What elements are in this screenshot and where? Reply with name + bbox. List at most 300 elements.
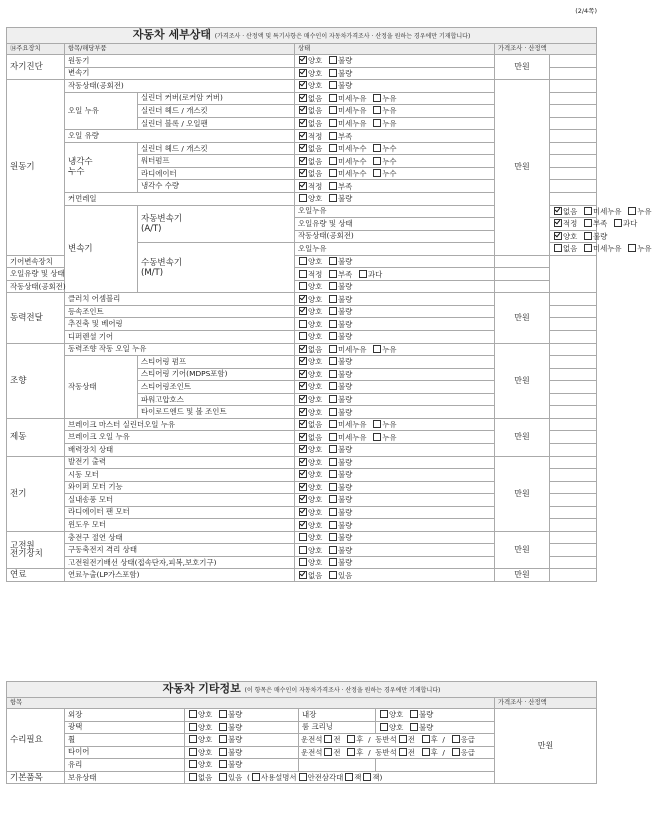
checkbox[interactable] <box>329 119 337 127</box>
checkbox-checked[interactable] <box>299 144 307 152</box>
checkbox[interactable] <box>189 735 197 743</box>
checkbox[interactable] <box>329 571 337 579</box>
checkbox[interactable] <box>329 81 337 89</box>
checkbox[interactable] <box>252 773 260 781</box>
status-cell[interactable]: 양호 불량 <box>295 293 495 306</box>
checkbox-checked[interactable] <box>299 157 307 165</box>
blank-cell <box>550 117 597 130</box>
checkbox-checked[interactable] <box>299 94 307 102</box>
checkbox-checked[interactable] <box>299 420 307 428</box>
price-cell: 만원 <box>495 569 550 582</box>
price-cell: 만원 <box>495 456 550 531</box>
checkbox[interactable] <box>347 735 355 743</box>
item-label: 실내송풍 모터 <box>65 494 295 507</box>
blank-cell <box>550 130 597 143</box>
checkbox[interactable] <box>219 773 227 781</box>
item-label: 변속기 <box>65 67 295 80</box>
checkbox[interactable] <box>345 773 353 781</box>
blank-cell <box>550 406 597 419</box>
status-cell[interactable]: 없음 미세누유 누유 <box>550 205 597 218</box>
status-cell[interactable]: 적정 부족 과다 <box>550 218 597 231</box>
category-g3: 변속기 <box>65 205 138 293</box>
checkbox[interactable] <box>329 546 337 554</box>
item-label: 연료누출(LP가스포함) <box>65 569 295 582</box>
checkbox[interactable] <box>373 345 381 353</box>
checkbox[interactable] <box>329 521 337 529</box>
checkbox[interactable] <box>380 723 388 731</box>
detail-title: 자동차 세부상태 <box>132 27 211 41</box>
checkbox[interactable] <box>329 69 337 77</box>
item-label: 충전구 절연 상태 <box>65 531 295 544</box>
checkbox[interactable] <box>329 508 337 516</box>
other-title-cell <box>7 682 597 698</box>
status-cell[interactable]: 없음 미세누수 누수 <box>295 142 495 155</box>
blank-cell <box>550 481 597 494</box>
item-label: 고전원전기배선 상태(접속단자,피복,보호기구) <box>65 556 295 569</box>
checkbox[interactable] <box>219 735 227 743</box>
status-cell[interactable]: 양호 불량 <box>295 519 495 532</box>
checkbox[interactable] <box>373 433 381 441</box>
status-cell[interactable]: 양호 불량 <box>295 356 495 369</box>
checkbox[interactable] <box>299 558 307 566</box>
status-cell[interactable]: 없음 미세누수 누수 <box>295 155 495 168</box>
blank-cell <box>550 356 597 369</box>
status-cell[interactable]: 양호 불량 <box>295 280 495 293</box>
status-cell[interactable]: 양호 불량 <box>295 255 495 268</box>
status-cell[interactable]: 양호 불량 <box>185 721 299 734</box>
status-cell[interactable]: 양호 불량 <box>295 506 495 519</box>
item-label: 시동 모터 <box>65 469 295 482</box>
checkbox[interactable] <box>584 232 592 240</box>
checkbox[interactable] <box>299 332 307 340</box>
checkbox[interactable] <box>299 257 307 265</box>
blank-cell <box>550 331 597 344</box>
blank-cell <box>550 418 597 431</box>
checkbox[interactable] <box>329 94 337 102</box>
checkbox-checked[interactable] <box>299 521 307 529</box>
checkbox[interactable] <box>329 320 337 328</box>
status-cell[interactable]: 적정 부족 <box>295 180 495 193</box>
status-cell[interactable]: 양호 불량 <box>185 746 299 759</box>
item-label: 원동기 <box>65 55 295 68</box>
status-cell[interactable]: 없음 미세누유 누유 <box>295 92 495 105</box>
item-label: 구동축전지 격리 상태 <box>65 544 295 557</box>
item-label: 동력조향 작동 오일 누유 <box>65 343 295 356</box>
blank-cell <box>550 167 597 180</box>
item-label: 추진축 및 베어링 <box>65 318 295 331</box>
checkbox-checked[interactable] <box>299 508 307 516</box>
item-label: 브레이크 오일 누유 <box>65 431 295 444</box>
status-cell[interactable]: 없음 미세누유 누유 <box>295 105 495 118</box>
checkbox[interactable] <box>347 748 355 756</box>
category-g8: 고전원 전기장치 <box>7 531 65 569</box>
checkbox[interactable] <box>189 748 197 756</box>
blank-cell <box>550 519 597 532</box>
status-cell[interactable]: 없음 미세누유 누유 <box>295 343 495 356</box>
price-cell: 만원 <box>495 531 550 569</box>
item-label: 스티어링조인트 <box>138 381 295 394</box>
checkbox-checked[interactable] <box>554 232 562 240</box>
checkbox-checked[interactable] <box>299 69 307 77</box>
category-g2: 원동기 <box>7 80 65 256</box>
blank-cell <box>550 569 597 582</box>
blank-cell <box>550 293 597 306</box>
status-cell[interactable]: 양호 불량 <box>295 67 495 80</box>
checkbox[interactable] <box>329 470 337 478</box>
checkbox-checked[interactable] <box>299 295 307 303</box>
item-label: 스티어링 기어(MDPS포함) <box>138 368 295 381</box>
checkbox[interactable] <box>329 106 337 114</box>
status-cell[interactable]: 양호 불량 <box>295 368 495 381</box>
checkbox[interactable] <box>422 748 430 756</box>
item-label: 냉각수 누수 <box>65 142 138 192</box>
item-label: 타이로드엔드 및 볼 조인트 <box>138 406 295 419</box>
item-label: 기어변속장치 <box>7 255 65 268</box>
checkbox[interactable] <box>219 748 227 756</box>
status-cell[interactable]: 양호 불량 <box>295 556 495 569</box>
checkbox-checked[interactable] <box>299 345 307 353</box>
checkbox[interactable] <box>399 748 407 756</box>
checkbox[interactable] <box>584 207 592 215</box>
blank-cell <box>550 180 597 193</box>
item-label: 윈도우 모터 <box>65 519 295 532</box>
status-cell[interactable]: 양호 불량 <box>295 80 495 93</box>
table-row <box>7 293 597 306</box>
item-label: 오일 누유 <box>65 92 138 130</box>
blank-cell <box>550 155 597 168</box>
blank-cell <box>495 280 550 293</box>
blank-cell <box>550 193 597 206</box>
checkbox[interactable] <box>329 558 337 566</box>
status-cell[interactable]: 양호 불량 <box>295 531 495 544</box>
blank-cell <box>550 531 597 544</box>
checkbox[interactable] <box>299 773 307 781</box>
other-title: 자동차 기타정보 <box>162 681 241 695</box>
checkbox[interactable] <box>584 219 592 227</box>
status-cell[interactable]: 적정 부족 <box>295 130 495 143</box>
blank-cell <box>550 431 597 444</box>
table-row <box>7 80 597 93</box>
blank-cell <box>550 318 597 331</box>
checkbox[interactable] <box>329 370 337 378</box>
header-cell: ⑭주요장치 <box>7 44 65 55</box>
checkbox-checked[interactable] <box>299 470 307 478</box>
checkbox[interactable] <box>299 546 307 554</box>
detail-title-cell <box>7 28 597 44</box>
checkbox-checked[interactable] <box>299 106 307 114</box>
checkbox-checked[interactable] <box>299 495 307 503</box>
table-row <box>7 55 597 68</box>
blank-cell <box>550 556 597 569</box>
item-label: 디퍼렌셜 기어 <box>65 331 295 344</box>
checkbox-checked[interactable] <box>554 207 562 215</box>
checkbox[interactable] <box>373 106 381 114</box>
header-cell: 항목/해당부품 <box>65 44 295 55</box>
checkbox[interactable] <box>329 382 337 390</box>
status-cell[interactable]: 양호 불량 <box>295 193 495 206</box>
checkbox[interactable] <box>329 420 337 428</box>
checkbox-checked[interactable] <box>554 219 562 227</box>
checkbox[interactable] <box>189 723 197 731</box>
blank-cell <box>550 142 597 155</box>
item-label: 광택 <box>65 721 185 734</box>
checkbox[interactable] <box>299 320 307 328</box>
price-cell: 만원 <box>495 343 550 418</box>
blank-cell <box>550 67 597 80</box>
checkbox-checked[interactable] <box>299 81 307 89</box>
item-label: 파워고압호스 <box>138 393 295 406</box>
checkbox[interactable] <box>324 735 332 743</box>
checkbox-checked[interactable] <box>299 56 307 64</box>
checkbox[interactable] <box>329 395 337 403</box>
checkbox[interactable] <box>329 307 337 315</box>
checkbox[interactable] <box>628 207 636 215</box>
status-cell[interactable]: 없음 미세누유 누유 <box>295 431 495 444</box>
table-row <box>7 709 597 722</box>
checkbox[interactable] <box>614 219 622 227</box>
item-label: 내장 <box>299 709 376 722</box>
item-label: 워터펌프 <box>138 155 295 168</box>
price-cell: 만원 <box>495 418 550 456</box>
checkbox[interactable] <box>359 270 367 278</box>
status-cell[interactable]: 양호 불량 <box>295 381 495 394</box>
status-cell[interactable]: 양호 불량 <box>295 406 495 419</box>
blank-cell <box>550 393 597 406</box>
checkbox-checked[interactable] <box>299 370 307 378</box>
status-cell[interactable]: 운전석 전 후 / 동반석 전 후 / 응급 <box>299 734 495 747</box>
checkbox[interactable] <box>399 735 407 743</box>
checkbox[interactable] <box>628 244 636 252</box>
checkbox-checked[interactable] <box>299 382 307 390</box>
checkbox[interactable] <box>299 194 307 202</box>
checkbox-checked[interactable] <box>299 307 307 315</box>
category-g6: 제동 <box>7 418 65 456</box>
header-cell: 항목 <box>7 698 495 709</box>
status-cell[interactable]: 운전석 전 후 / 동반석 전 후 / 응급 <box>299 746 495 759</box>
checkbox-checked[interactable] <box>299 571 307 579</box>
status-cell[interactable]: 양호 불량 <box>295 318 495 331</box>
checkbox[interactable] <box>373 157 381 165</box>
checkbox[interactable] <box>329 458 337 466</box>
item-label: 작동상태 <box>65 356 138 419</box>
blank-cell <box>550 80 597 93</box>
checkbox-checked[interactable] <box>299 445 307 453</box>
checkbox[interactable] <box>329 182 337 190</box>
checkbox[interactable] <box>329 332 337 340</box>
status-cell[interactable]: 양호 불량 <box>295 469 495 482</box>
detail-status-table <box>6 27 652 582</box>
status-cell[interactable]: 양호 불량 <box>376 721 495 734</box>
checkbox[interactable] <box>422 735 430 743</box>
item-label: 작동상태(공회전) <box>7 280 65 293</box>
blank-cell <box>376 759 495 772</box>
checkbox-checked[interactable] <box>299 433 307 441</box>
item-label: 오일 유량 <box>65 130 295 143</box>
item-label: 등속조인트 <box>65 305 295 318</box>
item-label: 클러치 어셈블리 <box>65 293 295 306</box>
other-info-table <box>6 681 597 784</box>
checkbox-checked[interactable] <box>299 395 307 403</box>
checkbox[interactable] <box>329 282 337 290</box>
checkbox-checked[interactable] <box>299 132 307 140</box>
blank-cell <box>550 305 597 318</box>
blank-cell <box>495 255 550 268</box>
status-cell[interactable]: 없음 미세누유 누유 <box>550 243 597 256</box>
checkbox[interactable] <box>329 483 337 491</box>
status-cell[interactable]: 양호 불량 <box>295 331 495 344</box>
status-cell[interactable]: 양호 불량 <box>295 443 495 456</box>
item-label: 자동변속기 (A/T) <box>138 205 295 243</box>
checkbox[interactable] <box>373 94 381 102</box>
checkbox[interactable] <box>363 773 371 781</box>
checkbox[interactable] <box>324 748 332 756</box>
checkbox[interactable] <box>452 748 460 756</box>
status-cell[interactable]: 없음 있음 <box>295 569 495 582</box>
status-cell[interactable]: 없음 있음 ( 사용설명서 안전삼각대 잭 잭) <box>185 771 495 784</box>
item-label: 오일누유 <box>295 243 495 256</box>
checkbox[interactable] <box>329 495 337 503</box>
checkbox[interactable] <box>373 119 381 127</box>
item-label: 배력장치 상태 <box>65 443 295 456</box>
checkbox[interactable] <box>299 533 307 541</box>
table-row <box>7 569 597 582</box>
checkbox[interactable] <box>329 408 337 416</box>
status-cell[interactable]: 양호 불량 <box>295 393 495 406</box>
checkbox-checked[interactable] <box>299 119 307 127</box>
blank-cell <box>550 92 597 105</box>
item-label: 오일누유 <box>295 205 495 218</box>
checkbox[interactable] <box>410 723 418 731</box>
blank-cell <box>550 55 597 68</box>
status-cell[interactable]: 없음 미세누유 누유 <box>295 418 495 431</box>
status-cell[interactable]: 양호 불량 <box>185 759 299 772</box>
checkbox[interactable] <box>554 244 562 252</box>
checkbox[interactable] <box>329 270 337 278</box>
checkbox[interactable] <box>329 357 337 365</box>
status-cell[interactable]: 양호 불량 <box>550 230 597 243</box>
blank-cell <box>550 105 597 118</box>
checkbox[interactable] <box>189 710 197 718</box>
checkbox[interactable] <box>584 244 592 252</box>
price-cell: 만원 <box>495 293 550 343</box>
item-label: 작동상태(공회전) <box>295 230 495 243</box>
blank-cell <box>550 456 597 469</box>
checkbox[interactable] <box>410 710 418 718</box>
blank-cell <box>550 544 597 557</box>
status-cell[interactable]: 양호 불량 <box>295 481 495 494</box>
item-label: 와이퍼 모터 기능 <box>65 481 295 494</box>
header-cell: 상태 <box>295 44 495 55</box>
checkbox[interactable] <box>329 533 337 541</box>
checkbox[interactable] <box>299 270 307 278</box>
other-note: (이 항목은 매수인이 자동차가격조사 · 산정을 원하는 경우에만 기재합니다) <box>244 686 441 694</box>
item-label: 휠 <box>65 734 185 747</box>
blank-cell <box>550 443 597 456</box>
status-cell[interactable]: 양호 불량 <box>295 544 495 557</box>
item-label: 보유상태 <box>65 771 185 784</box>
category-g9: 연료 <box>7 569 65 582</box>
blank-cell <box>550 494 597 507</box>
item-label: 냉각수 수량 <box>138 180 295 193</box>
checkbox[interactable] <box>373 169 381 177</box>
category-g1: 자기진단 <box>7 55 65 80</box>
checkbox-checked[interactable] <box>299 182 307 190</box>
status-cell[interactable]: 양호 불량 <box>295 55 495 68</box>
checkbox[interactable] <box>329 56 337 64</box>
status-cell[interactable]: 없음 미세누유 누유 <box>295 117 495 130</box>
item-label: 실린더 커버(로커암 커버) <box>138 92 295 105</box>
checkbox[interactable] <box>189 773 197 781</box>
item-label: 유리 <box>65 759 185 772</box>
checkbox[interactable] <box>219 723 227 731</box>
item-label: 실린더 헤드 / 개스킷 <box>138 105 295 118</box>
item-label: 실린더 헤드 / 개스킷 <box>138 142 295 155</box>
checkbox[interactable] <box>329 295 337 303</box>
price-cell: 만원 <box>495 55 550 80</box>
price-cell: 만원 <box>495 80 550 256</box>
checkbox[interactable] <box>373 144 381 152</box>
status-cell[interactable]: 적정 부족 과다 <box>295 268 495 281</box>
checkbox[interactable] <box>189 760 197 768</box>
checkbox-checked[interactable] <box>299 483 307 491</box>
blank-cell <box>299 759 376 772</box>
checkbox[interactable] <box>329 445 337 453</box>
checkbox[interactable] <box>329 169 337 177</box>
status-cell[interactable]: 양호 불량 <box>295 494 495 507</box>
checkbox-checked[interactable] <box>299 357 307 365</box>
blank-cell <box>550 469 597 482</box>
checkbox[interactable] <box>373 420 381 428</box>
item-label: 발전기 출력 <box>65 456 295 469</box>
checkbox[interactable] <box>329 345 337 353</box>
checkbox-checked[interactable] <box>299 169 307 177</box>
checkbox-checked[interactable] <box>299 458 307 466</box>
status-cell[interactable]: 없음 미세누수 누수 <box>295 167 495 180</box>
status-cell[interactable]: 양호 불량 <box>376 709 495 722</box>
blank-cell <box>550 368 597 381</box>
item-label: 룸 크리닝 <box>299 721 376 734</box>
checkbox[interactable] <box>329 433 337 441</box>
checkbox[interactable] <box>329 194 337 202</box>
category-g4: 동력전달 <box>7 293 65 343</box>
checkbox[interactable] <box>452 735 460 743</box>
checkbox-checked[interactable] <box>299 408 307 416</box>
checkbox[interactable] <box>329 257 337 265</box>
status-cell[interactable]: 양호 불량 <box>185 734 299 747</box>
table-row <box>7 531 597 544</box>
item-label: 실린더 블록 / 오일팬 <box>138 117 295 130</box>
status-cell[interactable]: 양호 불량 <box>295 305 495 318</box>
item-label: 수동변속기 (M/T) <box>138 243 295 293</box>
checkbox[interactable] <box>329 157 337 165</box>
price-cell: 만원 <box>495 709 597 784</box>
item-label: 작동상태(공회전) <box>65 80 295 93</box>
table-row <box>7 418 597 431</box>
checkbox[interactable] <box>219 760 227 768</box>
detail-note: (가격조사 · 산정액 및 특기사항은 매수인이 자동차가격조사 · 산정을 원하는 경우에만 기재합니다) <box>214 32 471 40</box>
blank-cell <box>550 506 597 519</box>
checkbox[interactable] <box>329 132 337 140</box>
item-label: 브레이크 마스터 실린더오일 누유 <box>65 418 295 431</box>
category-repair: 수리필요 <box>7 709 65 772</box>
checkbox[interactable] <box>380 710 388 718</box>
status-cell[interactable]: 양호 불량 <box>295 456 495 469</box>
checkbox[interactable] <box>329 144 337 152</box>
checkbox[interactable] <box>299 282 307 290</box>
checkbox[interactable] <box>219 710 227 718</box>
item-label: 외장 <box>65 709 185 722</box>
status-cell[interactable]: 양호 불량 <box>185 709 299 722</box>
